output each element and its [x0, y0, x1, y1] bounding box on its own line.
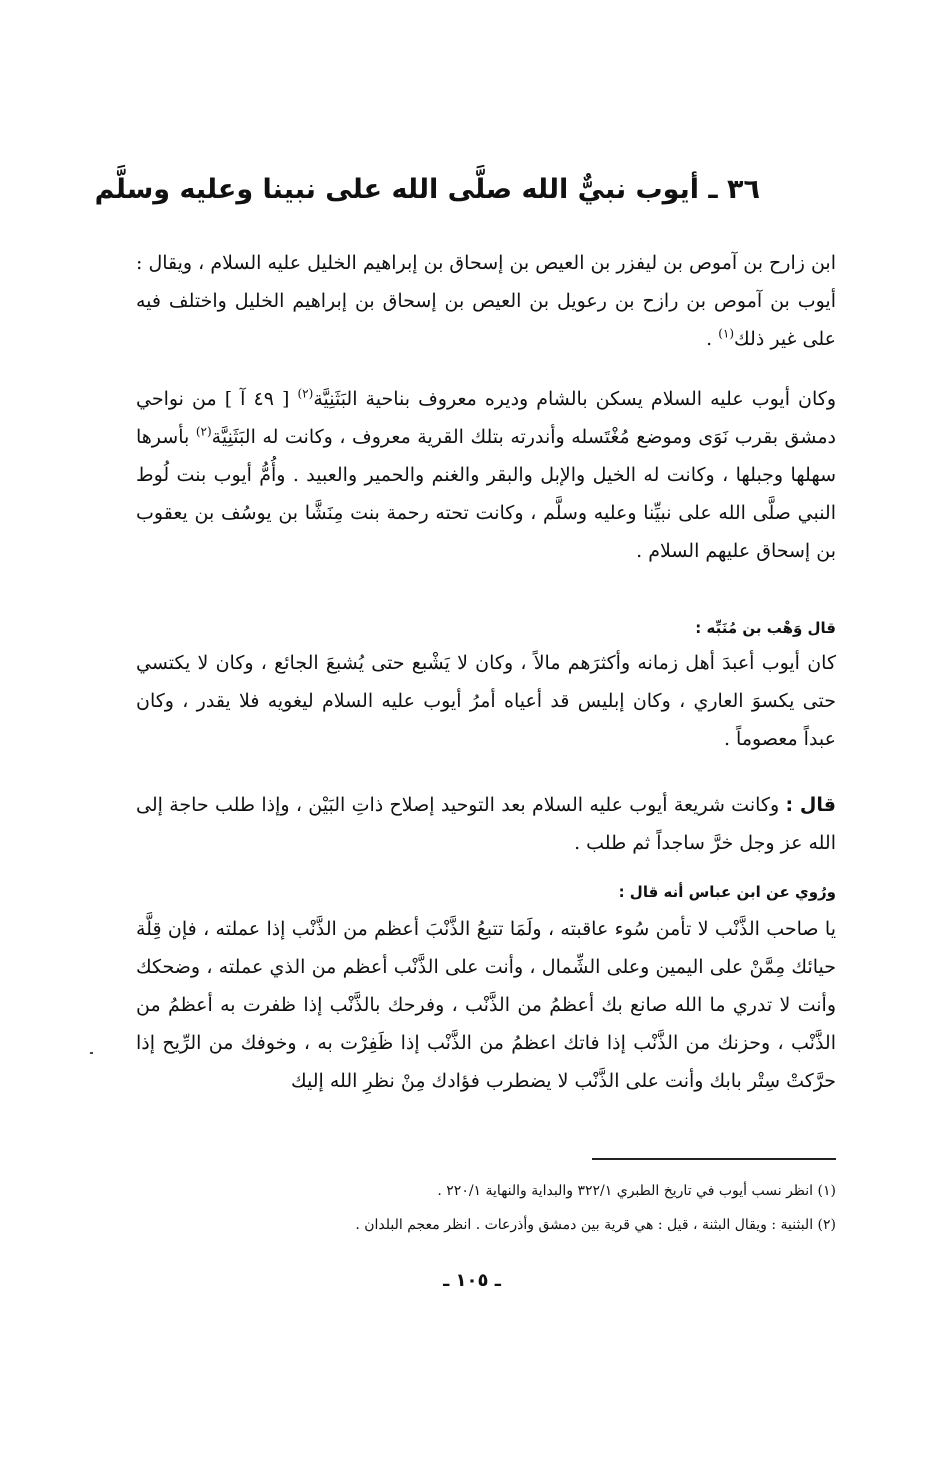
paragraph-sharia-text: وكانت شريعة أيوب عليه السلام بعد التوحيد إصلاح ذاتِ البَيْن ، وإذا طلب حاجة إلى الله عز وجل خرَّ ساجداً ثم طلب . — [136, 794, 836, 854]
paragraph-worship: كان أيوب أعبدَ أهل زمانه وأكثرَهم مالاً ، وكان لا يَشْبع حتى يُشبعَ الجائع ، وكان لا يكتسي حتى يكسوَ العاري ، وكان إبليس قد أعياه أمرُ أيوب عليه السلام ليغويه فلا يقدر ، وكان عبداً معصوماً . — [136, 652, 836, 750]
footnote-1: (١) انظر نسب أيوب في تاريخ الطبري ٣٢٢/١ والبداية والنهاية ٢٢٠/١ . — [437, 1183, 836, 1199]
footnote-separator — [592, 1158, 836, 1160]
paragraph-lineage — [136, 244, 836, 358]
scan-speck — [90, 1052, 93, 1054]
paragraph-lineage-text: ابن زارح بن آموص بن ليفزر بن العيص بن إسحاق بن إبراهيم الخليل عليه السلام ، ويقال : أيوب بن آموص بن رازح بن رعويل بن العيص بن إسحاق بن إبراهيم الخليل واختلف فيه على غير ذلك — [136, 252, 836, 350]
paragraph-residence — [136, 380, 836, 570]
paragraph-residence-text-b: [ ٤٩ آ ] من نواحي دمشق بقرب نَوَى وموضع مُغْتَسله وأندرته بتلك القرية معروف ، وكانت له البَثَنِيَّة — [136, 388, 836, 448]
footnote-ref-2a: (٢) — [297, 386, 314, 401]
footnote-2: (٢) البثنية : ويقال البثنة ، قيل : هي قرية بين دمشق وأذرعات . انظر معجم البلدان . — [355, 1217, 836, 1233]
paragraph-residence-text-c: بأسرها سهلها وجبلها ، وكانت له الخيل والإبل والبقر والغنم والحمير والعبيد . وأُمُّ أيوب بنت لُوط النبي صلَّى الله على نبيِّنا وعليه وسلَّم ، وكانت تحته رحمة بنت مِنَشَّا بن يوسُف بن يعقوب بن إسحاق عليهم السلام . — [136, 426, 836, 562]
qala-lead: قال : — [785, 794, 836, 816]
footnote-ref-1: (١) — [718, 326, 735, 341]
paragraph-ibn-abbas-saying: يا صاحب الذَّنْب لا تأمن سُوء عاقبته ، ولَمَا تتبعُ الذَّنْبَ أعظم من الذَّنْب إذا عملته ، فإن قِلَّة حيائك مِمَّنْ على اليمين وعلى الشِّمال ، وأنت على الذَّنْب أعظم من الذي عملته ، وضحكك وأنت لا تدري ما الله صانع بك أعظمُ من الذَّنْب ، وفرحك بالذَّنْب إذا ظفرت به أعظمُ من الذَّنْب ، وحزنك من الذَّنْب إذا فاتك اعظمُ من الذَّنْب إذا ظَفِرْت به ، وخوفك من الرِّيح إذا حرَّكتْ سِتْر بابك وأنت على الذَّنْب لا يضطرب فؤادك مِنْ نظرِ الله إليك — [136, 918, 836, 1092]
page-number: ـ ١٠٥ ـ — [443, 1270, 501, 1291]
paragraph-sharia — [136, 786, 836, 862]
footnote-ref-2b: (٢) — [195, 424, 212, 439]
subheading-ibn-abbas: ورُوي عن ابن عباس أنه قال : — [618, 883, 836, 901]
paragraph-residence-text-a: وكان أيوب عليه السلام يسكن بالشام وديره معروف بناحية البَثَنِيَّة — [313, 388, 836, 410]
chapter-title: ٣٦ ـ أيوب نبيٌّ الله صلَّى الله على نبينا وعليه وسلَّم — [94, 174, 760, 205]
paragraph-lineage-end: . — [706, 328, 719, 350]
subheading-wahb: قال وَهْب بن مُنَبِّه : — [695, 619, 836, 637]
